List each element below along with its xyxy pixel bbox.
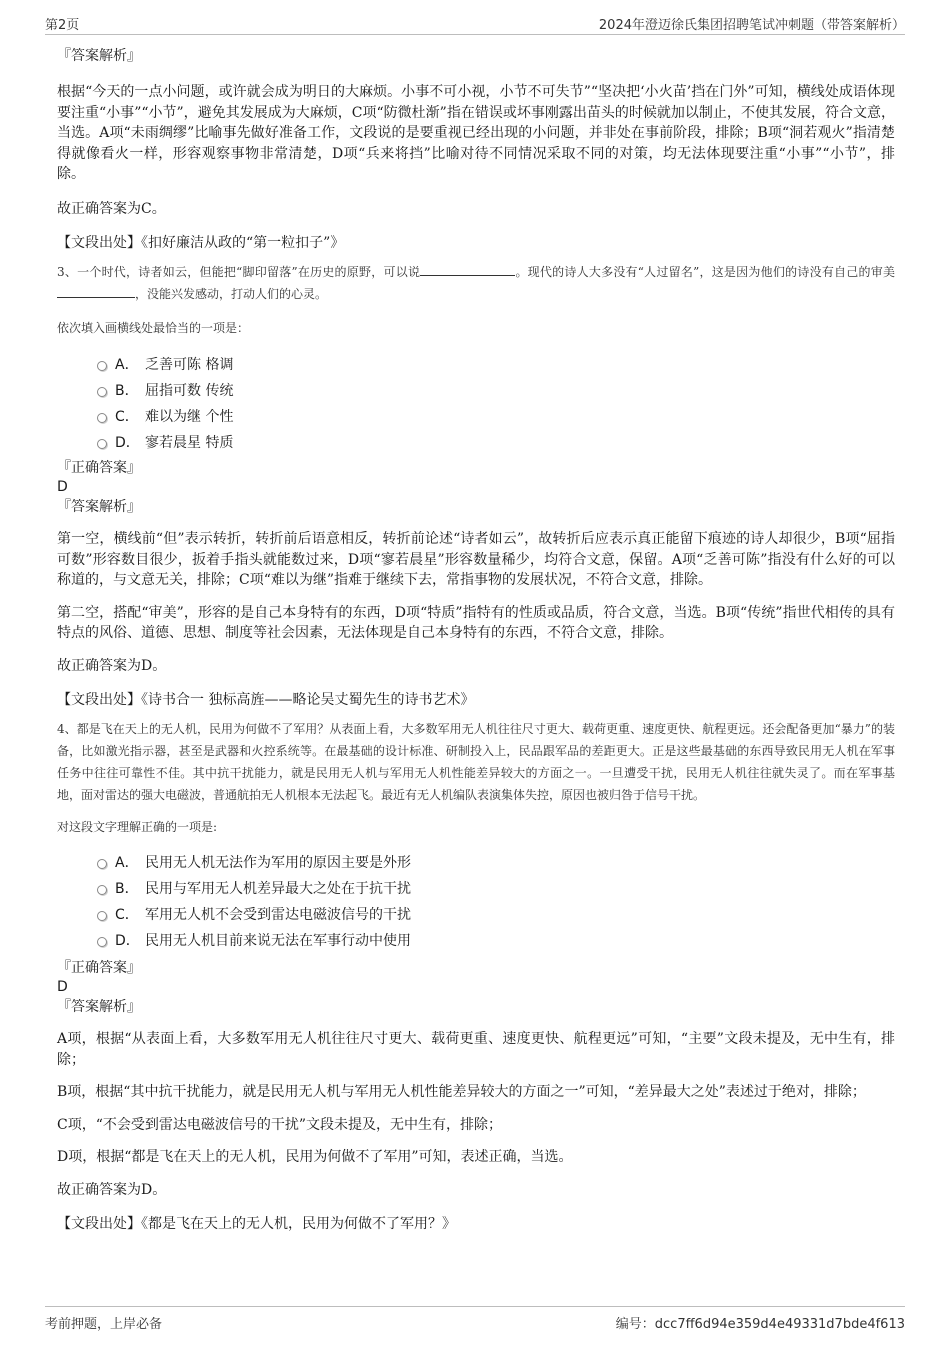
- radio-icon[interactable]: [97, 439, 107, 449]
- q4-analysis-b: B项，根据“其中抗干扰能力，就是民用无人机与军用无人机性能差异较大的方面之一”可知，“差异最大之处”表述过于绝对，排除；: [57, 1084, 866, 1100]
- q4-analysis-a: A项，根据“从表面上看，大多数军用无人机往往尺寸更大、载荷更重、速度更快、航程更远”可知，“主要”文段未提及，无中生有，排除；: [57, 1031, 895, 1068]
- q3-source: 【文段出处】《诗书合一 独标高旌——略论吴丈蜀先生的诗书艺术》: [57, 692, 475, 708]
- q4-option-c[interactable]: C． 军用无人机不会受到雷达电磁波信号的干扰: [57, 902, 895, 928]
- q3-option-b[interactable]: B． 屈指可数 传统: [57, 378, 895, 404]
- q4-stem: 4、都是飞在天上的无人机，民用为何做不了军用？从表面上看，大多数军用无人机往往尺寸更大、载荷更重、速度更快、航程更远。还会配备更加“暴力”的装备，比如激光指示器，甚至是武器和火控系统等。在最基础的设计标准、研制投入上，民品跟军品的差距更大。正是这些最基础的东西导致民用无人机在军事任务中往往可靠性不佳。其中抗干扰能力，就是民用无人机与军用无人机性能差异较大的方面之一。一旦遭受干扰，民用无人机往往就失灵了。而在军事基地，面对雷达的强大电磁波，普通航拍无人机根本无法起飞。最近有无人机编队表演集体失控，原因也被归咎于信号干扰。: [57, 722, 895, 802]
- page-footer: [45, 1306, 905, 1332]
- radio-icon[interactable]: [97, 361, 107, 371]
- q3-stem-part1: 3、一个时代，诗者如云，但能把“脚印留落”在历史的原野，可以说: [57, 265, 421, 279]
- q4-analysis-c: C项，“不会受到雷达电磁波信号的干扰”文段未提及，无中生有，排除；: [57, 1116, 503, 1133]
- q3-analysis-p1: 第一空，横线前“但”表示转折，转折前后语意相反，转折前论述“诗者如云”，故转折后应表示真正能留下痕迹的诗人却很少，B项“屈指可数”形容数目很少，扳着手指头就能数过来，D项“寥若晨星”形容数量稀少，均符合文意，保留。A项“乏善可陈”指没有什么好的可以称道的，与文意无关，排除；C项“难以为继”指难于继续下去，常指事物的发展状况，不符合文意，排除。: [57, 531, 895, 588]
- radio-icon[interactable]: [97, 413, 107, 423]
- q2-analysis-text: 根据“今天的一点小问题，或许就会成为明日的大麻烦。小事不可小视，小节不可失节”“坚决把‘小火苗’挡在门外”可知，横线处成语体现要注重“小事”“小节”，避免其发展成为大麻烦，C项“防微杜渐”指在错误或坏事刚露出苗头的时候就加以制止，不使其发展，符合文意，当选。A项“未雨绸缪”比喻事先做好准备工作，文段说的是要重视已经出现的小问题，并非处在事前阶段，排除；B项“洞若观火”指清楚得就像看火一样，形容观察事物非常清楚，D项“兵来将挡”比喻对待不同情况采取不同的对策，均无法体现要注重“小事”“小节”，排除。: [57, 84, 895, 182]
- q3-analysis-label: 『答案解析』: [57, 499, 141, 515]
- radio-icon[interactable]: [97, 885, 107, 895]
- q3-prompt: 依次填入画横线处最恰当的一项是：: [57, 321, 250, 335]
- document-title: 2024年澄迈徐氏集团招聘笔试冲刺题（带答案解析）: [598, 18, 905, 33]
- radio-icon[interactable]: [97, 387, 107, 397]
- page-number: 第2页: [45, 18, 80, 33]
- q4-options: [57, 850, 895, 954]
- q3-options: [57, 352, 895, 456]
- q2-conclusion: 故正确答案为C。: [57, 200, 166, 217]
- q3-blank-1: [420, 263, 515, 276]
- q3-conclusion: 故正确答案为D。: [57, 657, 167, 674]
- q3-stem-part3: ，没能兴发感动，打动人们的心灵。: [135, 287, 328, 301]
- radio-icon[interactable]: [97, 911, 107, 921]
- q3-option-d[interactable]: D． 寥若晨星 特质: [57, 430, 895, 456]
- q3-blank-2: [57, 285, 135, 298]
- q2-analysis-label: 『答案解析』: [57, 48, 141, 64]
- footer-motto: 考前押题，上岸必备: [45, 1317, 163, 1332]
- q4-option-d[interactable]: D． 民用无人机目前来说无法在军事行动中使用: [57, 928, 895, 954]
- q3-analysis-p2: 第二空，搭配“审美”，形容的是自己本身特有的东西，D项“特质”指特有的性质或品质，符合文意，当选。B项“传统”指世代相传的具有特点的风俗、道德、思想、制度等社会因素，无法体现是自己本身特有的东西，不符合文意，排除。: [57, 604, 895, 641]
- q4-option-b[interactable]: B． 民用与军用无人机差异最大之处在于抗干扰: [57, 876, 895, 902]
- q3-option-c[interactable]: C． 难以为继 个性: [57, 404, 895, 430]
- q4-analysis-label: 『答案解析』: [57, 999, 141, 1015]
- q4-source: 【文段出处】《都是飞在天上的无人机，民用为何做不了军用？》: [57, 1216, 456, 1232]
- page-header: [45, 14, 905, 35]
- radio-icon[interactable]: [97, 937, 107, 947]
- q4-correct-label: 『正确答案』: [57, 960, 141, 976]
- q4-correct-answer: D: [57, 979, 68, 995]
- q4-option-a[interactable]: A． 民用无人机无法作为军用的原因主要是外形: [57, 850, 895, 876]
- q3-stem-part2: 。现代的诗人大多没有“人过留名”，这是因为他们的诗没有自己的审美: [515, 265, 895, 279]
- document-code: [616, 1313, 905, 1332]
- q4-prompt: 对这段文字理解正确的一项是:: [57, 820, 218, 834]
- document-code-label: 编号：: [615, 1317, 655, 1332]
- document-code-value: dcc7ff6d94e359d4e49331d7bde4f613: [654, 1317, 905, 1332]
- q3-correct-label: 『正确答案』: [57, 460, 141, 476]
- q2-source: 【文段出处】《扣好廉洁从政的“第一粒扣子”》: [57, 235, 345, 251]
- page-content: [57, 44, 895, 1234]
- q4-analysis-d: D项，根据“都是飞在天上的无人机，民用为何做不了军用”可知，表述正确，当选。: [57, 1149, 573, 1165]
- q3-correct-answer: D: [57, 479, 68, 495]
- q3-stem: [57, 261, 895, 305]
- q3-option-a[interactable]: A． 乏善可陈 格调: [57, 352, 895, 378]
- q4-conclusion: 故正确答案为D。: [57, 1181, 167, 1198]
- radio-icon[interactable]: [97, 859, 107, 869]
